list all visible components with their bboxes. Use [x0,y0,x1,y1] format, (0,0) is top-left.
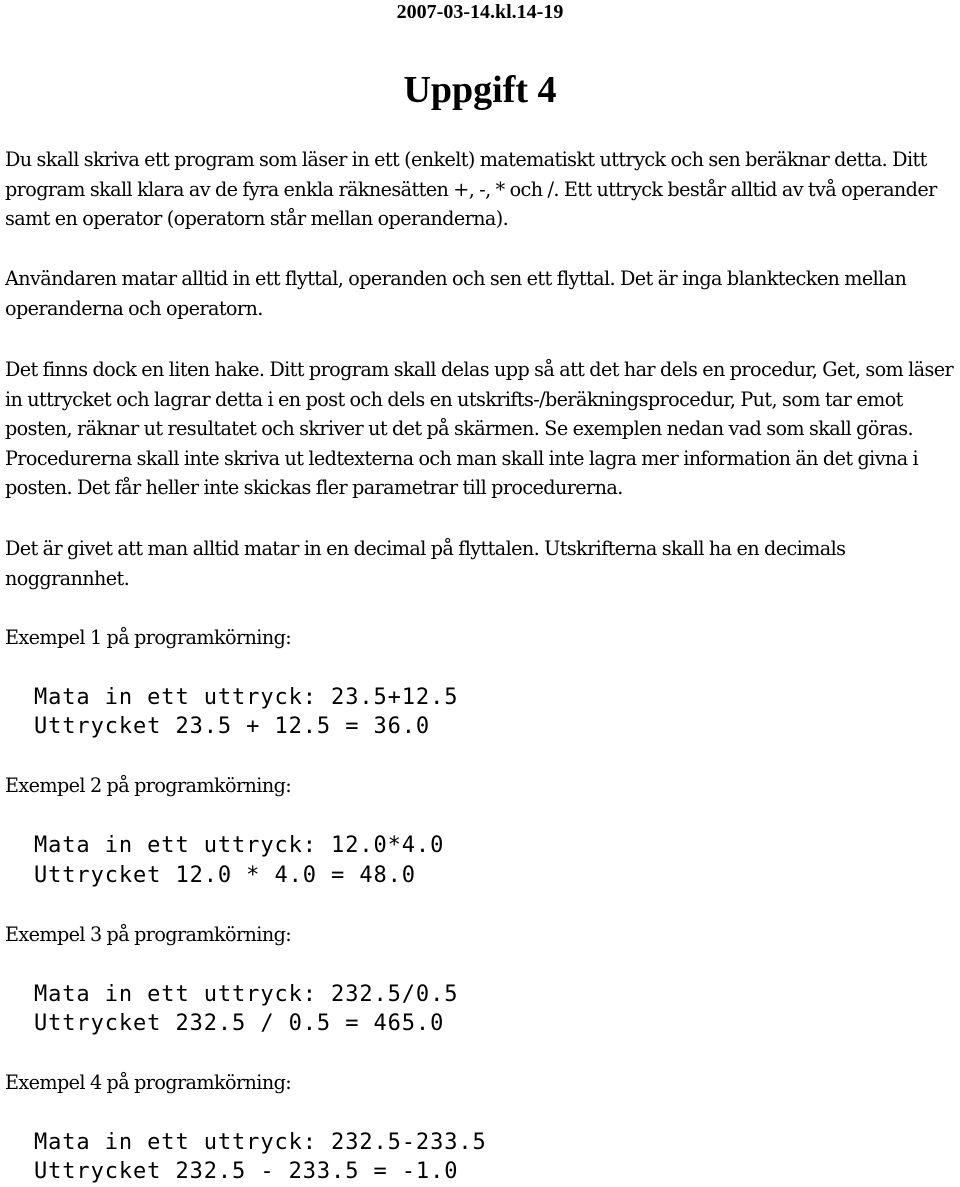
example-4-heading: Exempel 4 på programkörning: [5,1071,292,1094]
example-1-input-line: Mata in ett uttryck: 23.5+12.5 [34,685,459,710]
example-1-heading: Exempel 1 på programkörning: [5,626,292,649]
example-4-output-line: Uttrycket 232.5 - 233.5 = -1.0 [34,1159,459,1184]
paragraph-precision: Det är givet att man alltid matar in en decimal på flyttalen. Utskrifterna skall ha en decimals noggrannhet. [5,537,846,590]
paragraph-procedures: Det finns dock en liten hake. Ditt program skall delas upp så att det har dels en procedur, Get, som läser in uttrycket och lagrar detta i en post och dels en utskrifts-/beräkningsprocedur, Put, som tar emot posten, räknar ut resultatet och skriver ut det på skärmen. Se exemplen nedan vad som skall göras. Procedurerna skall inte skriva ut ledtexterna och man skall inte lagra mer information än det givna i posten. Det får heller inte skickas fler parametrar till procedurerna. [5,358,954,499]
paragraph-input-format: Användaren matar alltid in ett flyttal, operanden och sen ett flyttal. Det är inga blanktecken mellan operanderna och operatorn. [5,267,907,320]
example-3-output-line: Uttrycket 232.5 / 0.5 = 465.0 [34,1011,445,1036]
example-3-input-line: Mata in ett uttryck: 232.5/0.5 [34,982,459,1007]
example-4-input-line: Mata in ett uttryck: 232.5-233.5 [34,1130,487,1155]
page-header-date: 2007-03-14.kl.14-19 [396,1,564,23]
example-2-heading: Exempel 2 på programkörning: [5,774,292,797]
example-2-input-line: Mata in ett uttryck: 12.0*4.0 [34,833,445,858]
example-2-output-line: Uttrycket 12.0 * 4.0 = 48.0 [34,863,416,888]
example-3-heading: Exempel 3 på programkörning: [5,923,292,946]
paragraph-intro: Du skall skriva ett program som läser in ett (enkelt) matematiskt uttryck och sen beräknar detta. Ditt program skall klara av de fyra enkla räknesätten +, -, * och /. Ett uttryck består alltid av två operander samt en operator (operatorn står mellan operanderna). [5,148,937,230]
page-title: Uppgift 4 [403,69,557,111]
example-1-output-line: Uttrycket 23.5 + 12.5 = 36.0 [34,714,431,739]
